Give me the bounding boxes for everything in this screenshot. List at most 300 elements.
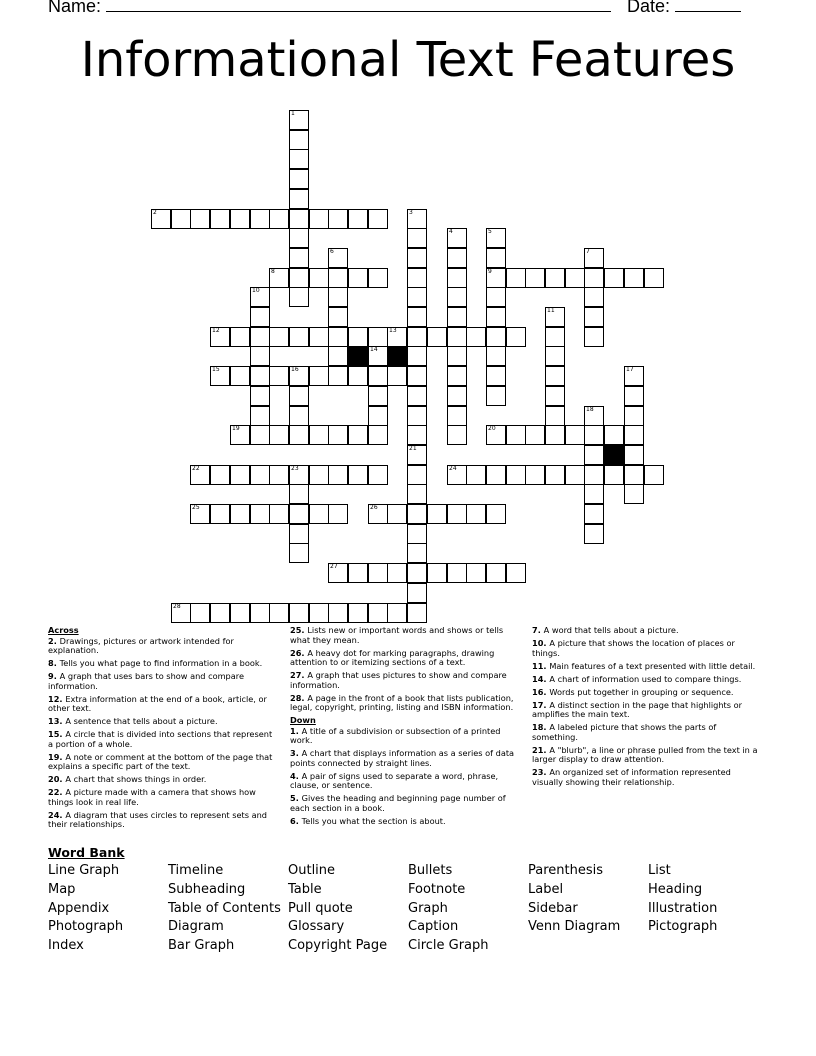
grid-cell[interactable] <box>289 189 309 209</box>
grid-cell[interactable] <box>289 543 309 563</box>
word-bank-item: Bullets <box>408 863 453 878</box>
grid-cell[interactable] <box>486 563 506 583</box>
clue-item: 27. A graph that uses pictures to show and compare information. <box>290 670 507 690</box>
grid-cell[interactable] <box>309 504 329 524</box>
grid-cell[interactable] <box>407 445 427 465</box>
clue-item: 7. A word that tells about a picture. <box>532 625 679 635</box>
grid-cell[interactable] <box>584 504 604 524</box>
grid-cell[interactable] <box>269 327 289 347</box>
grid-cell[interactable] <box>368 366 388 386</box>
grid-cell[interactable] <box>210 465 230 485</box>
clue-number: 13 <box>389 327 397 334</box>
grid-cell[interactable] <box>269 209 289 229</box>
grid-cell[interactable] <box>486 287 506 307</box>
grid-cell[interactable] <box>584 406 604 426</box>
clue-number: 25 <box>192 504 200 511</box>
grid-cell[interactable] <box>604 425 624 445</box>
word-bank-item: Graph <box>408 901 448 916</box>
clue-number: 7 <box>586 248 590 255</box>
grid-cell[interactable] <box>545 366 565 386</box>
grid-cell[interactable] <box>506 465 526 485</box>
grid-cell[interactable] <box>289 386 309 406</box>
grid-cell[interactable] <box>624 406 644 426</box>
grid-cell[interactable] <box>486 346 506 366</box>
grid-cell[interactable] <box>289 524 309 544</box>
grid-cell[interactable] <box>486 307 506 327</box>
grid-cell[interactable] <box>407 504 427 524</box>
grid-cell[interactable] <box>230 327 250 347</box>
grid-cell[interactable] <box>427 504 447 524</box>
clue-number: 11 <box>547 307 555 314</box>
grid-cell[interactable] <box>584 307 604 327</box>
grid-cell[interactable] <box>309 327 329 347</box>
clue-column-1 <box>48 626 274 833</box>
clue-item: 18. A labeled picture that shows the parts of something. <box>532 722 717 742</box>
grid-cell[interactable] <box>309 268 329 288</box>
word-bank-item: Diagram <box>168 919 224 934</box>
grid-cell[interactable] <box>486 386 506 406</box>
black-square <box>387 346 407 366</box>
grid-cell[interactable] <box>368 603 388 623</box>
grid-cell[interactable] <box>250 386 270 406</box>
clue-number: 1 <box>291 110 295 117</box>
grid-cell[interactable] <box>447 327 467 347</box>
black-square <box>348 346 368 366</box>
grid-cell[interactable] <box>447 386 467 406</box>
grid-cell[interactable] <box>644 268 664 288</box>
grid-cell[interactable] <box>624 386 644 406</box>
grid-cell[interactable] <box>624 445 644 465</box>
clue-number: 5 <box>488 228 492 235</box>
grid-cell[interactable] <box>368 504 388 524</box>
grid-cell[interactable] <box>289 149 309 169</box>
clue-item: 24. A diagram that uses circles to represent sets and their relationships. <box>48 809 267 829</box>
grid-cell[interactable] <box>427 563 447 583</box>
grid-cell[interactable] <box>210 603 230 623</box>
clue-item: 26. A heavy dot for marking paragraphs, drawing attention to or itemizing sections of a text. <box>290 647 495 667</box>
grid-cell[interactable] <box>624 425 644 445</box>
grid-cell[interactable] <box>584 327 604 347</box>
clue-number: 23 <box>291 465 299 472</box>
grid-cell[interactable] <box>604 465 624 485</box>
grid-cell[interactable] <box>506 425 526 445</box>
grid-cell[interactable] <box>250 209 270 229</box>
grid-cell[interactable] <box>250 327 270 347</box>
grid-cell[interactable] <box>368 386 388 406</box>
word-bank-item: Footnote <box>408 882 466 897</box>
word-bank-item: Photograph <box>48 919 124 934</box>
grid-cell[interactable] <box>250 366 270 386</box>
grid-cell[interactable] <box>289 327 309 347</box>
clue-item: 15. A circle that is divided into sections that represent a portion of a whole. <box>48 729 273 749</box>
grid-cell[interactable] <box>584 287 604 307</box>
grid-cell[interactable] <box>368 563 388 583</box>
grid-cell[interactable] <box>466 465 486 485</box>
grid-cell[interactable] <box>644 465 664 485</box>
grid-cell[interactable] <box>447 287 467 307</box>
grid-cell[interactable] <box>348 563 368 583</box>
word-bank-item: Map <box>48 882 76 897</box>
grid-cell[interactable] <box>328 268 348 288</box>
grid-cell[interactable] <box>250 603 270 623</box>
clue-number: 14 <box>370 346 378 353</box>
grid-cell[interactable] <box>545 386 565 406</box>
grid-cell[interactable] <box>407 583 427 603</box>
grid-cell[interactable] <box>289 209 309 229</box>
clue-number: 27 <box>330 563 338 570</box>
grid-cell[interactable] <box>506 327 526 347</box>
grid-cell[interactable] <box>407 425 427 445</box>
clue-column-2 <box>290 626 516 830</box>
grid-cell[interactable] <box>545 327 565 347</box>
clue-section-heading: Down <box>290 715 316 725</box>
grid-cell[interactable] <box>289 287 309 307</box>
grid-cell[interactable] <box>486 248 506 268</box>
page-title: Informational Text Features <box>80 32 736 88</box>
grid-cell[interactable] <box>447 465 467 485</box>
grid-cell[interactable] <box>565 465 585 485</box>
clue-number: 8 <box>271 268 275 275</box>
clue-item: 2. Drawings, pictures or artwork intended for explanation. <box>48 635 234 655</box>
word-bank-title: Word Bank <box>48 845 125 860</box>
clue-item: 19. A note or comment at the bottom of the page that explains a specific part of the text. <box>48 751 273 771</box>
grid-cell[interactable] <box>368 327 388 347</box>
grid-cell[interactable] <box>387 504 407 524</box>
grid-cell[interactable] <box>328 327 348 347</box>
word-bank-item: Index <box>48 938 84 953</box>
grid-cell[interactable] <box>466 563 486 583</box>
clue-item: 28. A page in the front of a book that lists publication, legal, copyright, printing, listing and ISBN information. <box>290 692 514 712</box>
grid-cell[interactable] <box>230 366 250 386</box>
grid-cell[interactable] <box>407 524 427 544</box>
grid-cell[interactable] <box>250 307 270 327</box>
clue-number: 18 <box>586 406 594 413</box>
grid-cell[interactable] <box>348 465 368 485</box>
word-bank-item: Caption <box>408 919 459 934</box>
clue-item: 22. A picture made with a camera that shows how things look in real life. <box>48 787 256 807</box>
grid-cell[interactable] <box>368 406 388 426</box>
grid-cell[interactable] <box>545 346 565 366</box>
grid-cell[interactable] <box>250 406 270 426</box>
grid-cell[interactable] <box>368 465 388 485</box>
word-bank-item: Subheading <box>168 882 246 897</box>
grid-cell[interactable] <box>289 465 309 485</box>
clue-number: 3 <box>409 209 413 216</box>
grid-cell[interactable] <box>348 209 368 229</box>
grid-cell[interactable] <box>407 228 427 248</box>
grid-cell[interactable] <box>407 563 427 583</box>
grid-cell[interactable] <box>348 425 368 445</box>
grid-cell[interactable] <box>545 307 565 327</box>
grid-cell[interactable] <box>525 465 545 485</box>
grid-cell[interactable] <box>328 563 348 583</box>
grid-cell[interactable] <box>190 504 210 524</box>
clue-number: 26 <box>370 504 378 511</box>
grid-cell[interactable] <box>506 563 526 583</box>
grid-cell[interactable] <box>309 366 329 386</box>
black-square <box>604 445 624 465</box>
grid-cell[interactable] <box>348 603 368 623</box>
grid-cell[interactable] <box>289 366 309 386</box>
grid-cell[interactable] <box>387 327 407 347</box>
clue-item: 5. Gives the heading and beginning page number of each section in a book. <box>290 793 506 813</box>
clue-item: 11. Main features of a text presented with little detail. <box>532 660 756 671</box>
name-label: Name: <box>48 0 102 16</box>
grid-cell[interactable] <box>407 248 427 268</box>
grid-cell[interactable] <box>289 110 309 130</box>
grid-cell[interactable] <box>584 465 604 485</box>
clue-item: 16. Words put together in grouping or sequence. <box>532 686 734 697</box>
grid-cell[interactable] <box>328 287 348 307</box>
grid-cell[interactable] <box>565 268 585 288</box>
grid-cell[interactable] <box>309 465 329 485</box>
grid-cell[interactable] <box>525 268 545 288</box>
grid-cell[interactable] <box>269 603 289 623</box>
word-bank-item: Heading <box>648 882 703 897</box>
grid-cell[interactable] <box>584 248 604 268</box>
grid-cell[interactable] <box>328 248 348 268</box>
grid-cell[interactable] <box>407 209 427 229</box>
grid-cell[interactable] <box>328 504 348 524</box>
grid-cell[interactable] <box>289 169 309 189</box>
clue-number: 15 <box>212 366 220 373</box>
clue-column-3 <box>532 626 758 791</box>
grid-cell[interactable] <box>368 209 388 229</box>
word-bank-item: List <box>648 863 671 878</box>
word-bank <box>48 862 768 962</box>
word-bank-item: Parenthesis <box>528 863 604 878</box>
grid-cell[interactable] <box>407 327 427 347</box>
grid-cell[interactable] <box>387 366 407 386</box>
clue-item: 17. A distinct section in the page that highlights or amplifies the main text. <box>532 699 743 719</box>
clue-number: 2 <box>153 209 157 216</box>
grid-cell[interactable] <box>486 327 506 347</box>
grid-cell[interactable] <box>269 465 289 485</box>
grid-cell[interactable] <box>328 425 348 445</box>
grid-cell[interactable] <box>584 484 604 504</box>
grid-cell[interactable] <box>387 563 407 583</box>
grid-cell[interactable] <box>269 268 289 288</box>
grid-cell[interactable] <box>328 209 348 229</box>
grid-cell[interactable] <box>486 366 506 386</box>
grid-cell[interactable] <box>289 504 309 524</box>
grid-cell[interactable] <box>171 209 191 229</box>
grid-cell[interactable] <box>584 425 604 445</box>
grid-cell[interactable] <box>171 603 191 623</box>
clue-number: 9 <box>488 268 492 275</box>
grid-cell[interactable] <box>447 248 467 268</box>
word-bank-item: Table <box>288 882 322 897</box>
grid-cell[interactable] <box>545 425 565 445</box>
grid-cell[interactable] <box>210 504 230 524</box>
clue-item: 4. A pair of signs used to separate a word, phrase, clause, or sentence. <box>290 770 499 790</box>
grid-cell[interactable] <box>348 327 368 347</box>
grid-cell[interactable] <box>624 484 644 504</box>
grid-cell[interactable] <box>407 268 427 288</box>
grid-cell[interactable] <box>466 504 486 524</box>
word-bank-item: Line Graph <box>48 863 120 878</box>
clue-item: 12. Extra information at the end of a book, article, or other text. <box>48 693 267 713</box>
grid-cell[interactable] <box>289 603 309 623</box>
grid-cell[interactable] <box>269 366 289 386</box>
grid-cell[interactable] <box>289 228 309 248</box>
grid-cell[interactable] <box>328 307 348 327</box>
grid-cell[interactable] <box>624 268 644 288</box>
clue-item: 1. A title of a subdivision or subsection of a printed work. <box>290 725 501 745</box>
grid-cell[interactable] <box>210 327 230 347</box>
grid-cell[interactable] <box>447 563 467 583</box>
grid-cell[interactable] <box>250 465 270 485</box>
grid-cell[interactable] <box>407 307 427 327</box>
clues <box>48 626 768 836</box>
grid-cell[interactable] <box>447 268 467 288</box>
word-bank-item: Circle Graph <box>408 938 489 953</box>
grid-cell[interactable] <box>230 603 250 623</box>
grid-cell[interactable] <box>250 287 270 307</box>
grid-cell[interactable] <box>447 406 467 426</box>
grid-cell[interactable] <box>328 346 348 366</box>
grid-cell[interactable] <box>486 268 506 288</box>
clue-number: 4 <box>449 228 453 235</box>
grid-cell[interactable] <box>250 346 270 366</box>
clue-item: 14. A chart of information used to compare things. <box>532 673 742 684</box>
grid-cell[interactable] <box>368 268 388 288</box>
word-bank-item: Venn Diagram <box>528 919 621 934</box>
word-bank-item: Pull quote <box>288 901 353 916</box>
grid-cell[interactable] <box>565 425 585 445</box>
grid-cell[interactable] <box>210 366 230 386</box>
clue-item: 9. A graph that uses bars to show and compare information. <box>48 671 244 691</box>
clue-item: 25. Lists new or important words and shows or tells what they mean. <box>290 625 504 645</box>
grid-cell[interactable] <box>328 465 348 485</box>
grid-cell[interactable] <box>250 425 270 445</box>
grid-cell[interactable] <box>407 603 427 623</box>
grid-cell[interactable] <box>289 425 309 445</box>
clue-item: 23. An organized set of information represented visually showing their relationship. <box>532 767 731 787</box>
grid-cell[interactable] <box>624 366 644 386</box>
grid-cell[interactable] <box>447 504 467 524</box>
grid-cell[interactable] <box>407 484 427 504</box>
grid-cell[interactable] <box>447 346 467 366</box>
clue-item: 3. A chart that displays information as a series of data points connected by straight lines. <box>290 748 515 768</box>
grid-cell[interactable] <box>525 425 545 445</box>
grid-cell[interactable] <box>309 209 329 229</box>
grid-cell[interactable] <box>486 425 506 445</box>
clue-number: 6 <box>330 248 334 255</box>
grid-cell[interactable] <box>348 366 368 386</box>
grid-cell[interactable] <box>506 268 526 288</box>
word-bank-item: Sidebar <box>528 901 578 916</box>
grid-cell[interactable] <box>486 504 506 524</box>
clue-section-heading: Across <box>48 625 79 635</box>
grid-cell[interactable] <box>447 307 467 327</box>
grid-cell[interactable] <box>447 366 467 386</box>
grid-cell[interactable] <box>348 268 368 288</box>
grid-cell[interactable] <box>230 504 250 524</box>
clue-item: 10. A picture that shows the location of places or things. <box>532 638 735 658</box>
word-bank-item: Outline <box>288 863 336 878</box>
clue-number: 17 <box>626 366 634 373</box>
grid-cell[interactable] <box>269 425 289 445</box>
grid-cell[interactable] <box>447 425 467 445</box>
grid-cell[interactable] <box>545 406 565 426</box>
word-bank-item: Pictograph <box>648 919 718 934</box>
clue-number: 24 <box>449 465 457 472</box>
grid-cell[interactable] <box>545 268 565 288</box>
clue-item: 13. A sentence that tells about a picture. <box>48 716 218 726</box>
grid-cell[interactable] <box>387 603 407 623</box>
date-label: Date: <box>627 0 671 16</box>
clue-number: 19 <box>232 425 240 432</box>
grid-cell[interactable] <box>230 209 250 229</box>
grid-cell[interactable] <box>407 366 427 386</box>
grid-cell[interactable] <box>368 346 388 366</box>
grid-cell[interactable] <box>427 327 447 347</box>
clue-number: 20 <box>488 425 496 432</box>
grid-cell[interactable] <box>584 268 604 288</box>
grid-cell[interactable] <box>151 209 171 229</box>
grid-cell[interactable] <box>289 248 309 268</box>
grid-cell[interactable] <box>230 465 250 485</box>
word-bank-item: Copyright Page <box>288 938 388 953</box>
grid-cell[interactable] <box>624 465 644 485</box>
clue-number: 12 <box>212 327 220 334</box>
grid-cell[interactable] <box>309 603 329 623</box>
clue-item: 6. Tells you what the section is about. <box>290 815 446 826</box>
grid-cell[interactable] <box>230 425 250 445</box>
grid-cell[interactable] <box>466 327 486 347</box>
grid-cell[interactable] <box>328 366 348 386</box>
grid-cell[interactable] <box>269 504 289 524</box>
grid-cell[interactable] <box>289 268 309 288</box>
grid-cell[interactable] <box>190 603 210 623</box>
grid-cell[interactable] <box>486 465 506 485</box>
word-bank-item: Table of Contents <box>168 901 281 916</box>
grid-cell[interactable] <box>250 504 270 524</box>
grid-cell[interactable] <box>486 228 506 248</box>
grid-cell[interactable] <box>407 543 427 563</box>
grid-cell[interactable] <box>289 484 309 504</box>
grid-cell[interactable] <box>210 209 230 229</box>
grid-cell[interactable] <box>604 268 624 288</box>
word-bank-item: Appendix <box>48 901 110 916</box>
grid-cell[interactable] <box>407 406 427 426</box>
word-bank-item: Illustration <box>648 901 718 916</box>
grid-cell[interactable] <box>545 465 565 485</box>
grid-cell[interactable] <box>328 603 348 623</box>
grid-cell[interactable] <box>407 465 427 485</box>
grid-cell[interactable] <box>407 386 427 406</box>
clue-number: 22 <box>192 465 200 472</box>
word-bank-item: Bar Graph <box>168 938 235 953</box>
clue-item: 8. Tells you what page to find information in a book. <box>48 658 263 668</box>
grid-cell[interactable] <box>584 524 604 544</box>
grid-cell[interactable] <box>447 228 467 248</box>
grid-cell[interactable] <box>407 346 427 366</box>
grid-cell[interactable] <box>190 465 210 485</box>
grid-cell[interactable] <box>190 209 210 229</box>
grid-cell[interactable] <box>309 425 329 445</box>
grid-cell[interactable] <box>368 425 388 445</box>
grid-cell[interactable] <box>289 130 309 150</box>
clue-item: 21. A "blurb", a line or phrase pulled from the text in a larger display to draw attention. <box>532 744 758 764</box>
grid-cell[interactable] <box>407 287 427 307</box>
grid-cell[interactable] <box>289 406 309 426</box>
clue-number: 16 <box>291 366 299 373</box>
grid-cell[interactable] <box>584 445 604 465</box>
word-bank-item: Glossary <box>288 919 345 934</box>
clue-number: 28 <box>173 603 181 610</box>
